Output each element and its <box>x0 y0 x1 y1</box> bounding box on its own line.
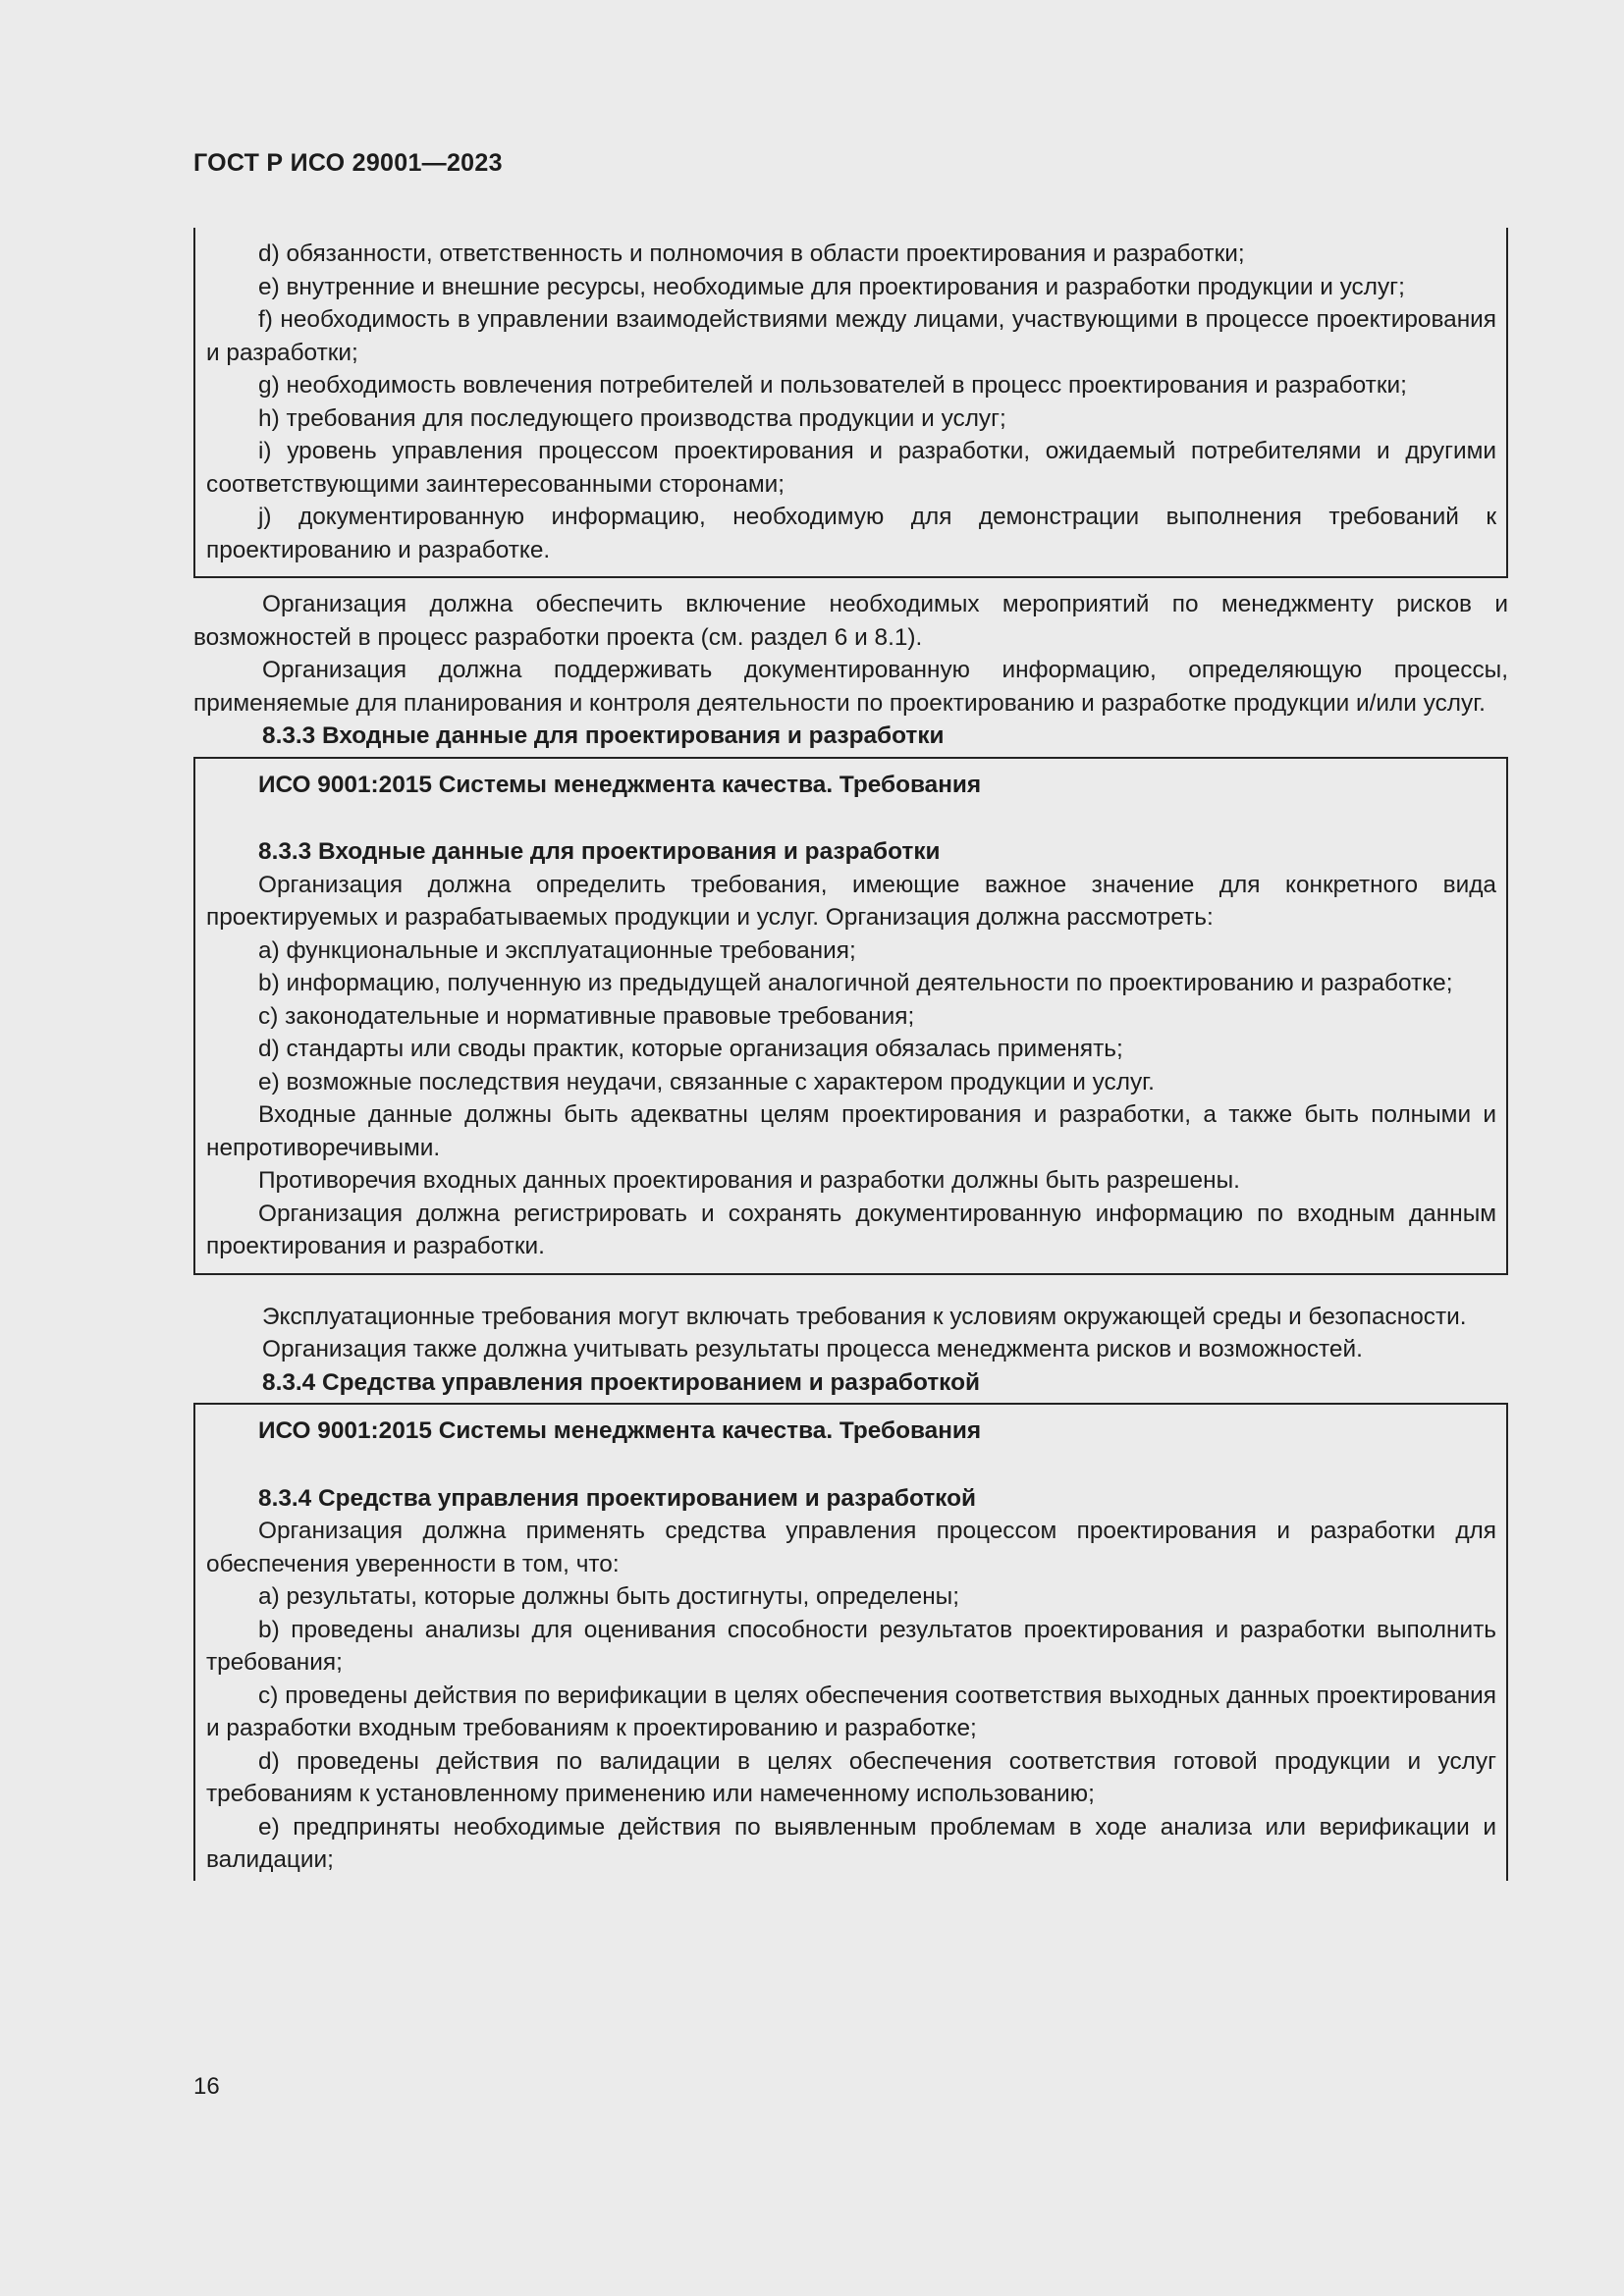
paragraph: Эксплуатационные требования могут включать требования к условиям окружающей среды и безопасности. <box>262 1303 1467 1330</box>
page-content <box>193 228 1508 1881</box>
standard-quote-box-continued <box>193 228 1508 578</box>
list-item: b) проведены анализы для оценивания способности результатов проектирования и разработки выполнить требования; <box>206 1616 1496 1676</box>
section-heading-8-3-4: 8.3.4 Средства управления проектированием и разработкой <box>262 1368 980 1396</box>
list-item: d) обязанности, ответственность и полномочия в области проектирования и разработки; <box>258 240 1245 267</box>
paragraph: Организация должна применять средства управления процессом проектирования и разработки для обеспечения уверенности в том, что: <box>206 1518 1496 1577</box>
box-subheading: 8.3.3 Входные данные для проектирования и разработки <box>258 838 941 865</box>
spacer <box>206 801 1496 833</box>
list-item: d) проведены действия по валидации в целях обеспечения соответствия готовой продукции и услуг требованиям к установленному применению или намеченному использованию; <box>206 1747 1496 1807</box>
paragraph: Организация должна определить требования, имеющие важное значение для конкретного вида проектируемых и разрабатываемых продукции и услуг. Организация должна рассмотреть: <box>206 871 1496 931</box>
paragraph: Организация должна поддерживать документированную информацию, определяющую процессы, применяемые для планирования и контроля деятельности по проектированию и разработке продукции и/или услуг. <box>193 657 1508 717</box>
list-item: c) проведены действия по верификации в целях обеспечения соответствия выходных данных проектирования и разработки входным требованиям к проектированию и разработке; <box>206 1682 1496 1741</box>
paragraph: Организация должна обеспечить включение необходимых мероприятий по менеджменту рисков и возможностей в процесс разработки проекта (см. раздел 6 и 8.1). <box>193 591 1508 651</box>
paragraph: Организация также должна учитывать результаты процесса менеджмента рисков и возможностей. <box>262 1336 1363 1362</box>
box-title: ИСО 9001:2015 Системы менеджмента качества. Требования <box>258 1417 982 1444</box>
list-item: b) информацию, полученную из предыдущей аналогичной деятельности по проектированию и разработке; <box>258 970 1453 996</box>
body-text-block <box>193 1301 1508 1366</box>
list-item: j) документированную информацию, необходимую для демонстрации выполнения требований к проектированию и разработке. <box>206 504 1496 563</box>
spacer <box>206 1448 1496 1480</box>
list-item: a) результаты, которые должны быть достигнуты, определены; <box>258 1583 959 1610</box>
body-text-block <box>193 588 1508 720</box>
list-item: a) функциональные и эксплуатационные требования; <box>258 936 856 964</box>
standard-quote-box-8-3-3 <box>193 757 1508 1275</box>
paragraph: Организация должна регистрировать и сохранять документированную информацию по входным данным проектирования и разработки. <box>206 1200 1496 1259</box>
list-item: e) предприняты необходимые действия по выявленным проблемам в ходе анализа или верификации и валидации; <box>206 1813 1496 1873</box>
box-title: ИСО 9001:2015 Системы менеджмента качества. Требования <box>258 771 982 798</box>
list-item: h) требования для последующего производства продукции и услуг; <box>258 404 1006 432</box>
list-item: c) законодательные и нормативные правовые требования; <box>258 1002 915 1030</box>
section-heading-8-3-3: 8.3.3 Входные данные для проектирования и разработки <box>262 722 945 749</box>
list-item: i) уровень управления процессом проектирования и разработки, ожидаемый потребителями и другими соответствующими заинтересованными сторонами; <box>206 438 1496 498</box>
page-number: 16 <box>193 2073 220 2100</box>
box-subheading: 8.3.4 Средства управления проектированием и разработкой <box>258 1484 976 1512</box>
document-header: ГОСТ Р ИСО 29001—2023 <box>193 149 503 177</box>
list-item: d) стандарты или своды практик, которые организация обязалась применять; <box>258 1036 1123 1062</box>
list-item: e) внутренние и внешние ресурсы, необходимые для проектирования и разработки продукции и услуг; <box>258 273 1405 300</box>
standard-quote-box-8-3-4 <box>193 1403 1508 1881</box>
list-item: f) необходимость в управлении взаимодействиями между лицами, участвующими в процессе проектирования и разработки; <box>206 306 1496 366</box>
paragraph: Противоречия входных данных проектирования и разработки должны быть разрешены. <box>258 1167 1240 1194</box>
list-item: g) необходимость вовлечения потребителей и пользователей в процесс проектирования и разработки; <box>258 372 1407 399</box>
paragraph: Входные данные должны быть адекватны целям проектирования и разработки, а также быть полными и непротиворечивыми. <box>206 1101 1496 1161</box>
list-item: e) возможные последствия неудачи, связанные с характером продукции и услуг. <box>258 1068 1155 1095</box>
